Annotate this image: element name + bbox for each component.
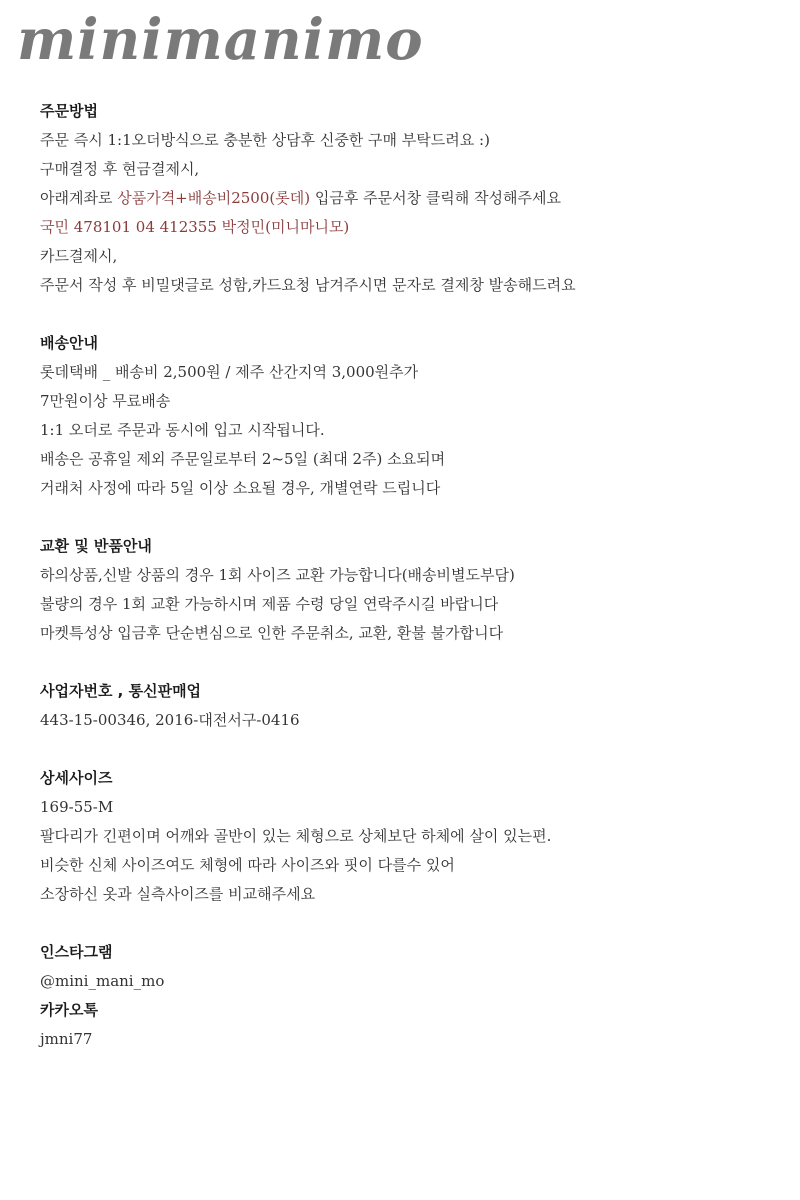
size-line: 소장하신 옷과 실측사이즈를 비교해주세요 [40, 885, 316, 903]
instagram-heading: 인스타그램 [40, 943, 113, 961]
exchange-line: 불량의 경우 1회 교환 가능하시며 제품 수령 당일 연락주시길 바랍니다 [40, 595, 499, 613]
order-line-2: 구매결정 후 현금결제시, [40, 160, 200, 178]
delivery-line: 롯데택배 _ 배송비 2,500원 / 제주 산간지역 3,000원추가 [40, 363, 419, 381]
delivery-line: 거래처 사정에 따라 5일 이상 소요될 경우, 개별연락 드립니다 [40, 479, 441, 497]
exchange-line: 마켓특성상 입금후 단순변심으로 인한 주문취소, 교환, 환불 불가합니다 [40, 624, 504, 642]
order-line-3 [40, 184, 780, 213]
brand-logo: minimanimo [17, 7, 424, 73]
size-line: 비슷한 신체 사이즈여도 체형에 따라 사이즈와 핏이 다를수 있어 [40, 856, 455, 874]
bank-account: 국민 478101 04 412355 박정민(미니마니모) [40, 218, 350, 236]
exchange-line: 하의상품,신발 상품의 경우 1회 사이즈 교환 가능합니다(배송비별도부담) [40, 566, 515, 584]
size-detail-section [40, 764, 780, 909]
delivery-line: 7만원이상 무료배송 [40, 392, 171, 410]
order-line-6: 주문서 작성 후 비밀댓글로 성함,카드요청 남겨주시면 문자로 결제창 발송해드려요 [40, 276, 576, 294]
order-line-3-prefix: 아래계좌로 [40, 189, 118, 207]
size-detail-heading: 상세사이즈 [40, 769, 113, 787]
order-line-3-suffix: 입금후 주문서창 클릭해 작성해주세요 [310, 189, 561, 207]
size-line: 169-55-M [40, 798, 114, 816]
size-line: 팔다리가 긴편이며 어깨와 골반이 있는 체형으로 상체보단 하체에 살이 있는편. [40, 827, 552, 845]
delivery-heading: 배송안내 [40, 334, 98, 352]
exchange-return-heading: 교환 및 반품안내 [40, 537, 152, 555]
kakaotalk-id: jmni77 [40, 1030, 93, 1048]
kakaotalk-heading: 카카오톡 [40, 1001, 98, 1019]
business-info-section [40, 677, 780, 735]
order-method-section [40, 97, 780, 300]
delivery-section [40, 329, 780, 503]
delivery-line: 배송은 공휴일 제외 주문일로부터 2~5일 (최대 2주) 소요되며 [40, 450, 446, 468]
order-method-heading: 주문방법 [40, 102, 98, 120]
order-line-1: 주문 즉시 1:1오더방식으로 충분한 상담후 신중한 구매 부탁드려요 :) [40, 131, 490, 149]
instagram-id: @mini_mani_mo [40, 972, 165, 990]
business-registration-number: 443-15-00346, 2016-대전서구-0416 [40, 711, 300, 729]
order-line-5: 카드결제시, [40, 247, 118, 265]
contact-section [40, 938, 780, 1054]
business-info-heading: 사업자번호 , 통신판매업 [40, 682, 202, 700]
price-shipping-highlight: 상품가격+배송비2500(롯데) [117, 189, 311, 207]
delivery-line: 1:1 오더로 주문과 동시에 입고 시작됩니다. [40, 421, 325, 439]
info-content [40, 97, 780, 1054]
exchange-return-section [40, 532, 780, 648]
